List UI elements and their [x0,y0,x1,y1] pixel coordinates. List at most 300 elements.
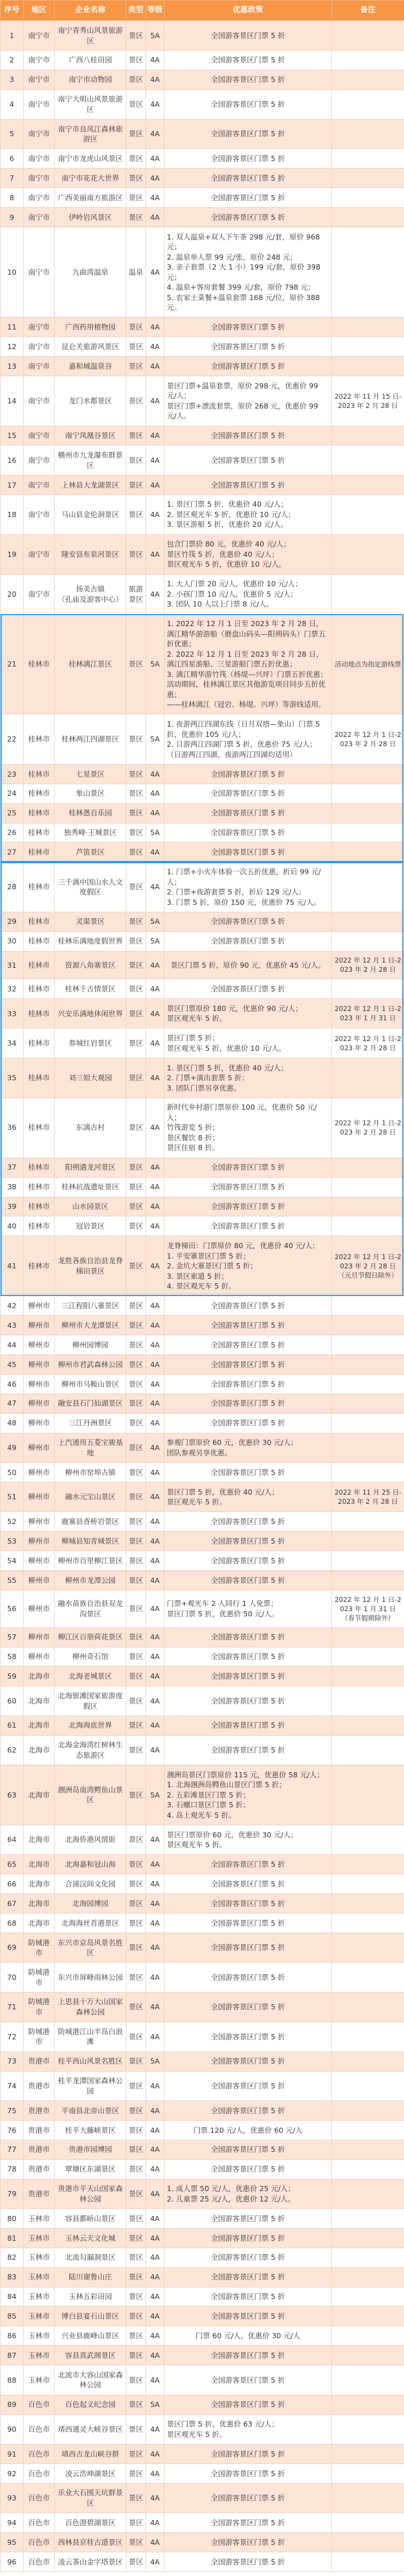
cell-name: 博白县宴石山景区 [55,2307,126,2326]
cell-region: 南宁市 [24,574,55,614]
cell-region: 桂林市 [24,1216,55,1236]
cell-name: 百色澄碧湖景区 [55,2513,126,2533]
cell-no: 12 [1,337,24,357]
cell-name: 灵渠景区 [55,912,126,931]
cell-type: 景区 [126,912,146,931]
cell-region: 百色市 [24,2414,55,2444]
table-row [1,1735,404,1765]
cell-name: 桂平龙潭国家森林公园 [55,2071,126,2101]
cell-type: 景区 [126,979,146,999]
cell-no: 65 [1,1855,24,1874]
cell-note [332,70,404,89]
cell-level: 4A [146,2513,164,2533]
cell-no: 77 [1,2140,24,2159]
cell-no: 42 [1,1296,24,1316]
table-body [1,21,404,2571]
cell-no: 8 [1,188,24,208]
cell-policy: 全国游客景区门票 5 折 [164,1216,332,1236]
table-row [1,2051,404,2071]
cell-region: 北海市 [24,1765,55,1825]
cell-region: 柳州市 [24,1394,55,1413]
cell-type: 景区 [126,1716,146,1735]
cell-type: 景区 [126,1177,146,1197]
cell-no: 2 [1,50,24,70]
cell-level: 4A [146,979,164,999]
cell-policy: 全国游客景区门票 5 折 [164,2267,332,2287]
cell-type: 景区 [126,784,146,803]
cell-type: 景区 [126,2267,146,2287]
cell-type: 景区 [126,764,146,784]
cell-level: 4A [146,495,164,534]
cell-level: 4A [146,784,164,803]
cell-region: 柳州市 [24,1433,55,1462]
cell-policy: 全国游客景区门票 5 折 [164,1992,332,2021]
cell-policy: 全国游客景区门票 5 折 [164,149,332,169]
table-row [1,89,404,119]
cell-type: 景区 [126,1667,146,1686]
cell-policy: 全国游客景区门票 5 折 [164,169,332,188]
cell-policy: 全国游客景区门票 5 折 [164,1894,332,1914]
table-row [1,1028,404,1058]
cell-note [332,1512,404,1532]
cell-level: 4A [146,2022,164,2051]
cell-name: 刘三姐大观园 [55,1058,126,1098]
cell-type: 景区 [126,1647,146,1667]
table-row [1,2120,404,2140]
cell-name: 马山县金伦洞景区 [55,495,126,534]
table-row [1,1197,404,1216]
table-row [1,2071,404,2101]
cell-no: 71 [1,1992,24,2021]
cell-level: 4A [146,1667,164,1686]
cell-policy: 全国游客景区门票 5 折 [164,2395,332,2414]
table-row [1,843,404,862]
cell-region: 北海市 [24,1667,55,1686]
cell-region: 南宁市 [24,70,55,89]
cell-name: 柳城县知青城景区 [55,1532,126,1551]
cell-level: 4A [146,2326,164,2346]
table-row [1,495,404,534]
cell-level: 4A [146,2552,164,2571]
cell-level: 4A [146,475,164,495]
cell-no: 43 [1,1316,24,1335]
cell-no: 79 [1,2179,24,2208]
cell-type: 景区 [126,1933,146,1962]
cell-no: 57 [1,1627,24,1647]
cell-note [332,445,404,475]
cell-policy: 全国游客景区门票 5 折 [164,337,332,357]
cell-region: 桂林市 [24,1158,55,1177]
cell-level: 4A [146,2346,164,2365]
cell-name: 柳江区百朋荷花景区 [55,1627,126,1647]
table-row [1,1374,404,1394]
cell-type: 景区 [126,1963,146,1992]
cell-level: 4A [146,1532,164,1551]
cell-type: 景区 [126,1532,146,1551]
cell-level: 4A [146,149,164,169]
cell-name: 上思县十万大山国家森林公园 [55,1992,126,2021]
cell-region: 北海市 [24,1855,55,1874]
cell-no: 84 [1,2287,24,2307]
table-row [1,1590,404,1627]
cell-type: 景区 [126,1590,146,1627]
table-row [1,227,404,317]
cell-policy: 景区门票原价 60 元，优惠价 30 元/人； 景区观光车 5 折。 [164,1825,332,1854]
cell-name: 容县真武阁景区 [55,2346,126,2365]
cell-type: 景区 [126,1394,146,1413]
table-row [1,1316,404,1335]
cell-region: 玉林市 [24,2248,55,2267]
cell-type: 景区 [126,843,146,862]
cell-region: 柳州市 [24,1354,55,1374]
cell-no: 72 [1,2022,24,2051]
cell-note: 2022 年 11 月 25 日-2023 年 2 月 28 日 [332,1482,404,1511]
cell-region: 桂林市 [24,714,55,764]
cell-policy: 全国游客景区门票 5 折 [164,50,332,70]
cell-no: 47 [1,1394,24,1413]
table-row [1,912,404,931]
cell-note [332,227,404,317]
cell-region: 柳州市 [24,1590,55,1627]
cell-note [332,784,404,803]
cell-region: 柳州市 [24,1647,55,1667]
cell-note [332,1765,404,1825]
cell-name: 冠岩景区 [55,1216,126,1236]
table-row [1,357,404,376]
cell-name: 兴安乐满地休闲世界 [55,999,126,1028]
cell-name: 百色起义纪念园 [55,2395,126,2414]
cell-region: 防城港市 [24,1992,55,2021]
cell-type: 景区 [126,1296,146,1316]
cell-note [332,21,404,50]
cell-policy: 全国游客景区门票 5 折 [164,445,332,475]
cell-region: 南宁市 [24,119,55,149]
cell-policy: 全国游客景区门票 5 折 [164,1394,332,1413]
cell-no: 36 [1,1098,24,1158]
table-row [1,2444,404,2463]
cell-note [332,1963,404,1992]
table-row [1,70,404,89]
cell-policy: 全国游客景区门票 5 折 [164,1462,332,1482]
cell-policy: 全国游客景区门票 5 折 [164,1874,332,1894]
cell-policy: 全国游客景区门票 5 折 [164,1855,332,1874]
cell-note [332,1296,404,1316]
cell-type: 景区 [126,1914,146,1933]
cell-policy: 全国游客景区门票 5 折 [164,1647,332,1667]
cell-name: 广西美丽南方旅游区 [55,188,126,208]
cell-name: 桂林漓江景区 [55,614,126,714]
cell-region: 玉林市 [24,2365,55,2395]
cell-level: 4A [146,1963,164,1992]
cell-policy: 1. 成人票 50 元/人，优惠价 25 元/人； 2. 儿童票 25 元/人，优惠价 12 元/人。 [164,2179,332,2208]
table-row [1,2552,404,2571]
cell-region: 百色市 [24,2444,55,2463]
cell-note [332,2248,404,2267]
table-row [1,188,404,208]
cell-region: 桂林市 [24,1098,55,1158]
cell-no: 9 [1,208,24,227]
cell-level: 4A [146,1462,164,1482]
cell-note [332,1216,404,1236]
cell-type: 景区 [126,317,146,337]
cell-name: 容县都峤山景区 [55,2208,126,2228]
cell-region: 南宁市 [24,89,55,119]
table-row [1,2140,404,2159]
cell-no: 60 [1,1686,24,1716]
table-row [1,1551,404,1571]
cell-policy: 全国游客景区门票 5 折 [164,1667,332,1686]
cell-policy: 全国游客景区门票 5 折 [164,1716,332,1735]
cell-note [332,50,404,70]
table-row [1,2483,404,2513]
cell-name: 龙胜各族自治县龙脊梯田景区 [55,1236,126,1296]
cell-region: 桂林市 [24,951,55,979]
cell-policy: 全国游客景区门票 5 折 [164,2159,332,2179]
cell-name: 桂林千古情景区 [55,979,126,999]
cell-note: 2022 年 12 月 1 日-2023 年 2 月 28 日（元旦节假日除外） [332,1236,404,1296]
cell-no: 31 [1,951,24,979]
cell-level: 4A [146,1216,164,1236]
table-row [1,1354,404,1374]
cell-level: 4A [146,764,164,784]
cell-level: 4A [146,50,164,70]
cell-no: 6 [1,149,24,169]
table-row [1,2159,404,2179]
cell-level: 4A [146,426,164,445]
cell-policy: 全国游客景区门票 5 折 [164,764,332,784]
cell-region: 桂林市 [24,1028,55,1058]
cell-type: 旅游景区 [126,574,146,614]
table-row [1,1482,404,1511]
cell-region: 南宁市 [24,445,55,475]
cell-policy: 全国游客景区门票 5 折 [164,1413,332,1433]
cell-level: 4A [146,1686,164,1716]
cell-region: 桂林市 [24,862,55,912]
cell-no: 34 [1,1028,24,1058]
cell-region: 贵港市 [24,2179,55,2208]
cell-policy: 全国游客景区门票 5 折 [164,2444,332,2463]
table-row [1,426,404,445]
cell-policy: 全国游客景区门票 5 折 [164,2140,332,2159]
cell-region: 南宁市 [24,169,55,188]
cell-name: 北海金海湾红树林生态旅游区 [55,1735,126,1765]
cell-level: 4A [146,1058,164,1098]
table-row [1,2208,404,2228]
cell-name: 柳州市龙潭公园 [55,1571,126,1590]
table-row [1,999,404,1028]
table-row [1,1933,404,1962]
cell-level: 4A [146,2248,164,2267]
cell-level: 4A [146,2533,164,2552]
cell-region: 南宁市 [24,317,55,337]
cell-policy: 景区门票 5 折，原价 90 元，优惠价 45 元/人。 [164,951,332,979]
cell-no: 95 [1,2533,24,2552]
cell-policy: 包含门票价 80 元，优惠价 40 元/人； 景区竹筏 5 折，优惠价 40 元/人； 景区观光车 5 折，优惠价 10 元/人。 [164,534,332,574]
cell-type: 景区 [126,2208,146,2228]
cell-level: 4A [146,1177,164,1197]
cell-policy: 全国游客景区门票 5 折 [164,1571,332,1590]
table-row [1,1855,404,1874]
cell-no: 81 [1,2228,24,2248]
table-row [1,475,404,495]
cell-name: 广西药用植物园 [55,317,126,337]
table-row [1,337,404,357]
cell-policy: 全国游客景区门票 5 折 [164,357,332,376]
cell-region: 贵港市 [24,2071,55,2101]
cell-level: 4A [146,1894,164,1914]
cell-note [332,1177,404,1197]
table-row [1,1716,404,1735]
table-row [1,2414,404,2444]
cell-name: 三江丹洲景区 [55,1413,126,1433]
cell-policy: 全国游客景区门票 5 折 [164,2228,332,2248]
cell-region: 柳州市 [24,1335,55,1355]
cell-region: 玉林市 [24,2346,55,2365]
cell-region: 南宁市 [24,188,55,208]
cell-name: 贵港市平天山国家森林公园 [55,2179,126,2208]
cell-policy: 景区门票 5 折； 景区观光车 5 折，优惠价 10 元/人。 [164,1028,332,1058]
cell-no: 38 [1,1177,24,1197]
cell-region: 南宁市 [24,426,55,445]
cell-policy: 全国游客景区门票 5 折 [164,2071,332,2101]
cell-no: 13 [1,357,24,376]
cell-policy: 全国游客景区门票 5 折 [164,2346,332,2365]
table-row [1,2326,404,2346]
cell-name: 融安县石门仙湖景区 [55,1394,126,1413]
cell-note [332,803,404,823]
cell-name: 桂林两江四湖景区 [55,714,126,764]
cell-policy: 全国游客景区门票 5 折 [164,1532,332,1551]
cell-type: 景区 [126,1216,146,1236]
cell-no: 23 [1,764,24,784]
cell-no: 26 [1,823,24,843]
cell-region: 南宁市 [24,208,55,227]
cell-name: 北海海丝首港景区 [55,1914,126,1933]
cell-policy: 全国游客景区门票 5 折 [164,2463,332,2483]
cell-level: 4A [146,1571,164,1590]
cell-region: 南宁市 [24,534,55,574]
table-row [1,1058,404,1098]
cell-name: 象山景区 [55,784,126,803]
cell-note [332,2552,404,2571]
cell-region: 玉林市 [24,2267,55,2287]
cell-level: 4A [146,1512,164,1532]
cell-note [332,1058,404,1098]
cell-level: 4A [146,2365,164,2395]
cell-region: 桂林市 [24,979,55,999]
table-row [1,764,404,784]
cell-note [332,1855,404,1874]
cell-name: 东兴市京岛风景名胜区 [55,1933,126,1962]
cell-no: 20 [1,574,24,614]
cell-type: 景区 [126,1992,146,2021]
cell-region: 桂林市 [24,999,55,1028]
cell-note [332,188,404,208]
cell-no: 64 [1,1825,24,1854]
cell-policy: 全国游客景区门票 5 折 [164,188,332,208]
cell-policy: 新时代乡村游门票原价 100 元，优惠价 50 元/人； 竹筏游览 5 折； 景区餐饮 8 折； 景区住宿 8 折。 [164,1098,332,1158]
cell-level: 4A [146,534,164,574]
cell-name: 柳州市百里柳江景区 [55,1551,126,1571]
cell-type: 景区 [126,2022,146,2051]
cell-name: 桂平西山风景名胜区 [55,2051,126,2071]
cell-name: 凌云茶山金字塔景区 [55,2552,126,2571]
cell-no: 93 [1,2483,24,2513]
cell-type: 景区 [126,50,146,70]
cell-name: 桂林抗战遗址景区 [55,1177,126,1197]
table-row [1,1571,404,1590]
cell-type: 景区 [126,614,146,714]
table-row [1,1686,404,1716]
cell-level: 4A [146,1433,164,1462]
cell-note [332,2513,404,2533]
cell-policy: 全国游客景区门票 5 折 [164,317,332,337]
cell-policy: 1. 大人门票 20 元/人，优惠价 10 元/人； 2. 小孩门票 10 元/人，优惠价 5 元/人； 3. 团队 10 人以上门票 8 元/人。 [164,574,332,614]
cell-name: 融水苗族自治县双龙沟景区 [55,1590,126,1627]
cell-policy: 全国游客景区门票 5 折 [164,931,332,951]
cell-name: 南宁市良凤江森林旅游区 [55,119,126,149]
cell-type: 景区 [126,445,146,475]
cell-name: 广西八桂田园 [55,50,126,70]
cell-level: 4A [146,188,164,208]
cell-policy: 全国游客景区门票 5 折 [164,70,332,89]
cell-level: 4A [146,1933,164,1962]
cell-note: 2022 年 11 月 15 日-2023 年 2 月 28 日 [332,376,404,426]
cell-note [332,495,404,534]
cell-note [332,1335,404,1355]
cell-policy: 全国游客景区门票 5 折 [164,475,332,495]
cell-no: 19 [1,534,24,574]
cell-type: 景区 [126,1627,146,1647]
cell-note [332,149,404,169]
cell-note [332,475,404,495]
cell-type: 景区 [126,1735,146,1765]
cell-note [332,2395,404,2414]
cell-name: 鹿寨县香桥岩景区 [55,1512,126,1532]
cell-type: 景区 [126,1686,146,1716]
cell-note [332,169,404,188]
cell-policy: 门票 60 元/人，优惠价 30 元/人 [164,2326,332,2346]
cell-region: 南宁市 [24,227,55,317]
table-row [1,2307,404,2326]
table-row [1,2267,404,2287]
cell-name: 资源八角寨景区 [55,951,126,979]
cell-level: 4A [146,2414,164,2444]
cell-note [332,2071,404,2101]
cell-level: 4A [146,1825,164,1854]
cell-note [332,1433,404,1462]
cell-policy: 全国游客景区门票 5 折 [164,1933,332,1962]
cell-name: 柳州市君武森林公园 [55,1354,126,1374]
cell-note [332,1394,404,1413]
cell-type: 景区 [126,2051,146,2071]
cell-policy: 全国游客景区门票 5 折 [164,912,332,931]
cell-note [332,2463,404,2483]
cell-note [332,2228,404,2248]
cell-no: 78 [1,2159,24,2179]
cell-level: 4A [146,1647,164,1667]
cell-no: 88 [1,2365,24,2395]
cell-name: 西林县京桂古道景区 [55,2533,126,2552]
cell-level: 4A [146,2267,164,2287]
cell-name: 合浦汉闾文化园 [55,1874,126,1894]
cell-region: 柳州市 [24,1571,55,1590]
cell-no: 96 [1,2552,24,2571]
cell-name: 昆仑关旅游风景区 [55,337,126,357]
cell-level: 4A [146,1296,164,1316]
table-row [1,50,404,70]
cell-note [332,357,404,376]
